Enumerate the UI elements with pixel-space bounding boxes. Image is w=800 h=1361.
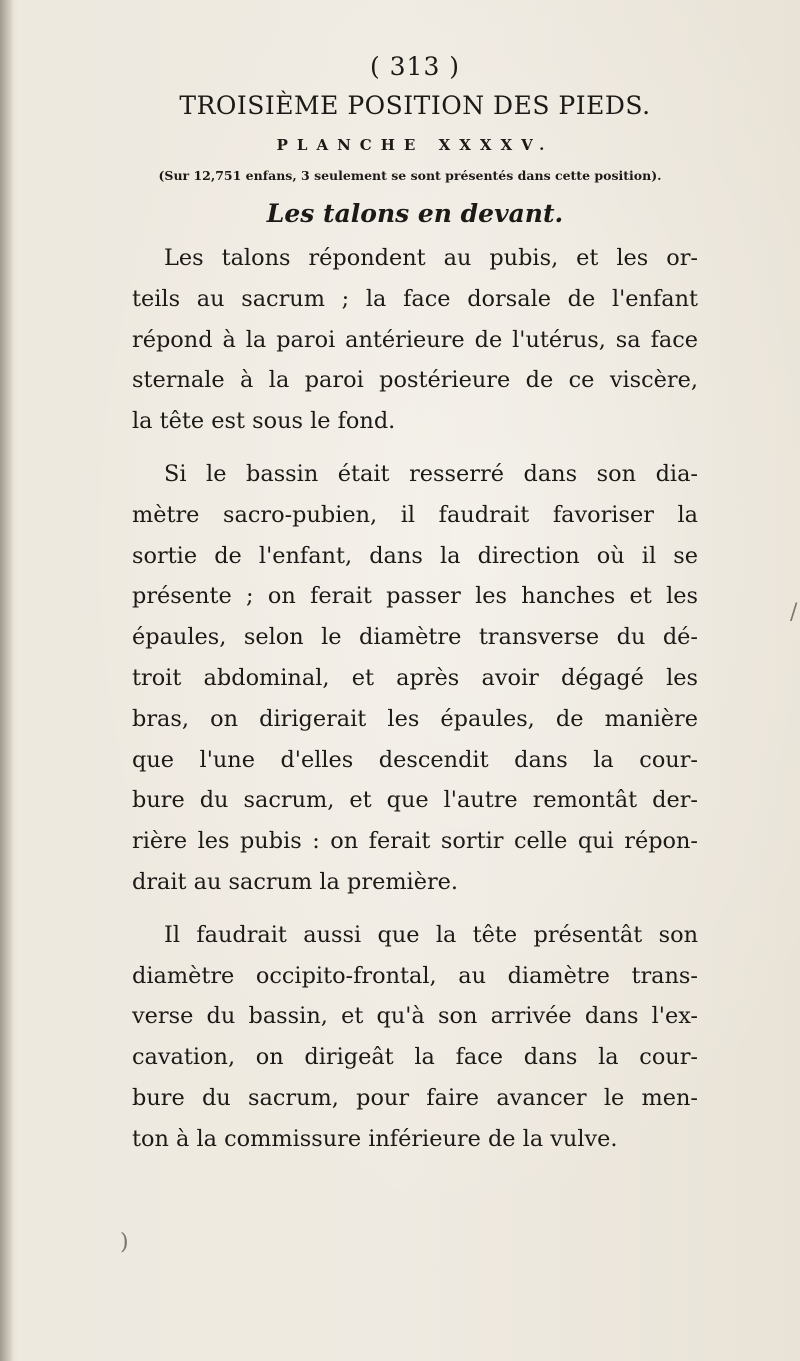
- text-line: teils au sacrum ; la face dorsale de l'enfant: [132, 285, 698, 312]
- text-line: que l'une d'elles descendit dans la cour-: [132, 746, 698, 773]
- text-line: bure du sacrum, pour faire avancer le men-: [132, 1084, 698, 1111]
- text-line: Il faudrait aussi que la tête présentât son: [164, 921, 698, 948]
- paragraph: [132, 915, 698, 1160]
- text-line: présente ; on ferait passer les hanches et les: [132, 583, 698, 610]
- text-line: sternale à la paroi postérieure de ce viscère,: [132, 367, 698, 394]
- text-line: cavation, on dirigeât la face dans la cour-: [132, 1044, 698, 1071]
- section-title: TROISIÈME POSITION DES PIEDS.: [179, 91, 651, 120]
- paragraph-gap: [132, 442, 698, 454]
- binding-shadow: [0, 0, 14, 1361]
- paragraph: [132, 238, 698, 442]
- text-line: Si le bassin était resserré dans son dia-: [164, 460, 698, 487]
- text-line: mètre sacro-pubien, il faudrait favoriser la: [132, 501, 698, 528]
- text-line: troit abdominal, et après avoir dégagé les: [132, 664, 698, 691]
- statistics-note: (Sur 12,751 enfans, 3 seulement se sont présentés dans cette position).: [158, 168, 662, 183]
- text-line: verse du bassin, et qu'à son arrivée dans l'ex-: [132, 1003, 698, 1030]
- text-line: diamètre occipito-frontal, au diamètre trans-: [132, 962, 698, 989]
- text-line: drait au sacrum la première.: [132, 868, 459, 895]
- plate-label: PLANCHE XXXXV.: [276, 136, 554, 154]
- margin-mark: /: [790, 600, 798, 625]
- section-subtitle: Les talons en devant.: [266, 199, 564, 228]
- page-number: ( 313 ): [369, 52, 461, 81]
- text-line: épaules, selon le diamètre transverse du dé-: [132, 624, 698, 651]
- text-line: Les talons répondent au pubis, et les or-: [164, 245, 698, 271]
- paragraph: [132, 454, 698, 903]
- margin-mark: ): [120, 1230, 129, 1255]
- text-line: la tête est sous le fond.: [132, 408, 396, 435]
- text-line: répond à la paroi antérieure de l'utérus, sa face: [132, 326, 698, 353]
- page-text: [132, 52, 698, 1160]
- text-line: sortie de l'enfant, dans la direction où il se: [132, 542, 698, 569]
- paragraph-gap: [132, 903, 698, 915]
- text-line: rière les pubis : on ferait sortir celle qui répon-: [132, 828, 698, 855]
- body-paragraphs: [132, 238, 698, 1160]
- text-line: ton à la commissure inférieure de la vulve.: [132, 1125, 618, 1152]
- text-line: bras, on dirigerait les épaules, de manière: [132, 705, 698, 732]
- text-line: bure du sacrum, et que l'autre remontât der-: [132, 787, 698, 814]
